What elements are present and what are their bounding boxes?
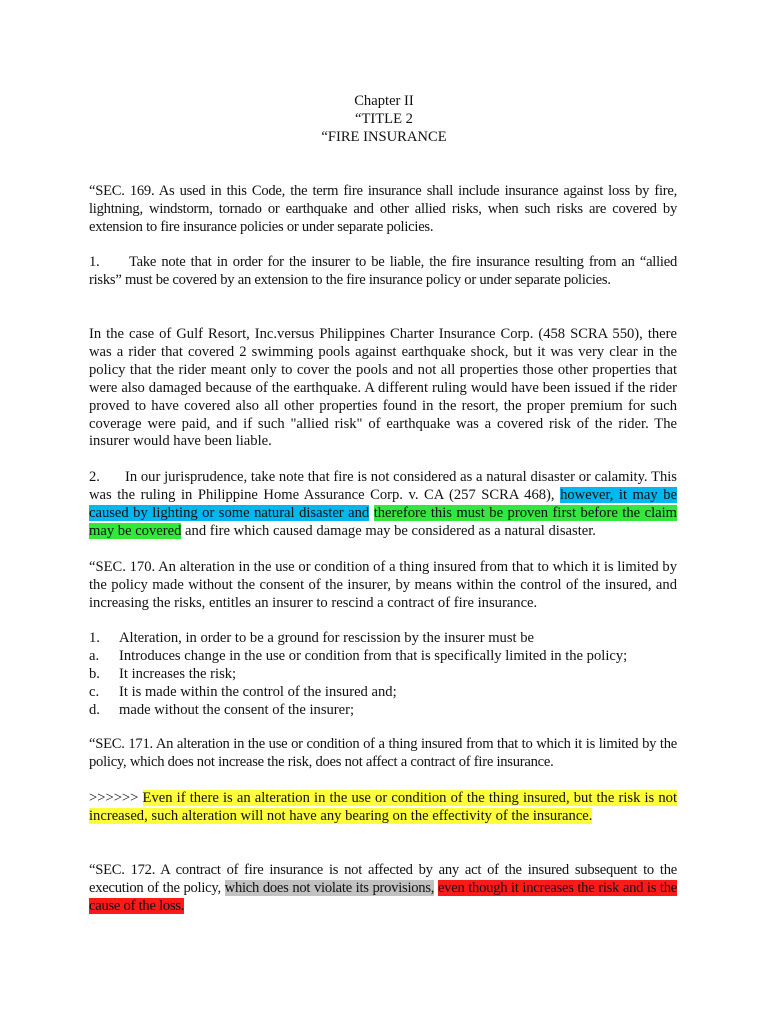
note-2-text: In our jurisprudence, take note that fire is not considered as a natural disaster or calamity. This was the ruling in Philippine Home Assurance Corp. v. CA (257 SCRA 468), <box>89 469 677 503</box>
note-1-number: 1. <box>89 254 100 270</box>
note-2-paragraph <box>89 469 677 541</box>
note-2-number: 2. <box>89 469 100 485</box>
sec-172-paragraph <box>89 862 677 916</box>
sec-169-paragraph: “SEC. 169. As used in this Code, the term fire insurance shall include insurance against loss by fire, lightning, windstorm, tornado or earthquake and other allied risks, when such risks are covered by extension to fire insurance policies or under separate policies. <box>89 183 677 235</box>
green-highlight: therefore this must be proven first before the claim may be covered <box>89 504 678 539</box>
gray-highlight: which does not violate its provisions, <box>224 879 435 896</box>
sec-171-paragraph: “SEC. 171. An alteration in the use or condition of a thing insured from that to which it is limited by the policy, which does not increase the risk, does not affect a contract of fire insurance. <box>89 736 677 770</box>
alteration-list <box>89 630 689 719</box>
note-1-paragraph <box>89 254 677 290</box>
sec-171-note <box>89 790 677 826</box>
list-item: a. Introduces change in the use or condition from that is specifically limited in the policy; <box>89 647 628 664</box>
note-1-text: Take note that in order for the insurer to be liable, the fire insurance resulting from an “allied risks” must be covered by an extension to the fire insurance policy or under separate policies. <box>89 254 677 288</box>
yellow-highlight: Even if there is an alteration in the use or condition of the thing insured, but the risk is not increased, such alteration will not have any bearing on the effectivity of the insurance. <box>89 790 678 824</box>
list-item: c. It is made within the control of the insured and; <box>89 683 397 700</box>
note-arrows: >>>>>> <box>89 790 143 806</box>
list-item: 1. Alteration, in order to be a ground for rescission by the insurer must be <box>89 630 535 646</box>
sec-172-text: “SEC. 172. A contract of fire insurance is not affected by any act of the insured subsequent to the execution of the policy, <box>89 862 677 896</box>
subtitle-label: “FIRE INSURANCE <box>321 129 447 145</box>
gulf-resort-paragraph: In the case of Gulf Resort, Inc.versus Philippines Charter Insurance Corp. (458 SCRA 550), there was a rider that covered 2 swimming pools against earthquake shock, but it was very clear in the policy that the rider meant only to cover the pools and not all properties those other properties that were also damaged because of the earthquake. A different ruling would have been issued if the rider proved to have covered also all other properties found in the resort, the proper premium for such coverage were paid, and if such "allied risk" of earthquake was a covered risk of the rider. The insurer would have been liable. <box>89 326 677 450</box>
title-label: “TITLE 2 <box>355 111 413 127</box>
chapter-label: Chapter II <box>354 93 414 109</box>
list-item: d. made without the consent of the insurer; <box>89 701 355 718</box>
note-2-text-end: and fire which caused damage may be considered as a natural disaster. <box>181 522 596 539</box>
chapter-heading <box>0 93 768 147</box>
red-highlight: even though it increases the risk and is the cause of the loss. <box>89 879 677 914</box>
list-item: b. It increases the risk; <box>89 665 237 682</box>
sec-170-paragraph: “SEC. 170. An alteration in the use or condition of a thing insured from that to which it is limited by the policy made without the consent of the insurer, by means within the control of the insured, and increasing the risks, entitles an insurer to rescind a contract of fire insurance. <box>89 559 677 611</box>
blue-highlight: however, it may be caused by lighting or some natural disaster and <box>89 486 677 521</box>
